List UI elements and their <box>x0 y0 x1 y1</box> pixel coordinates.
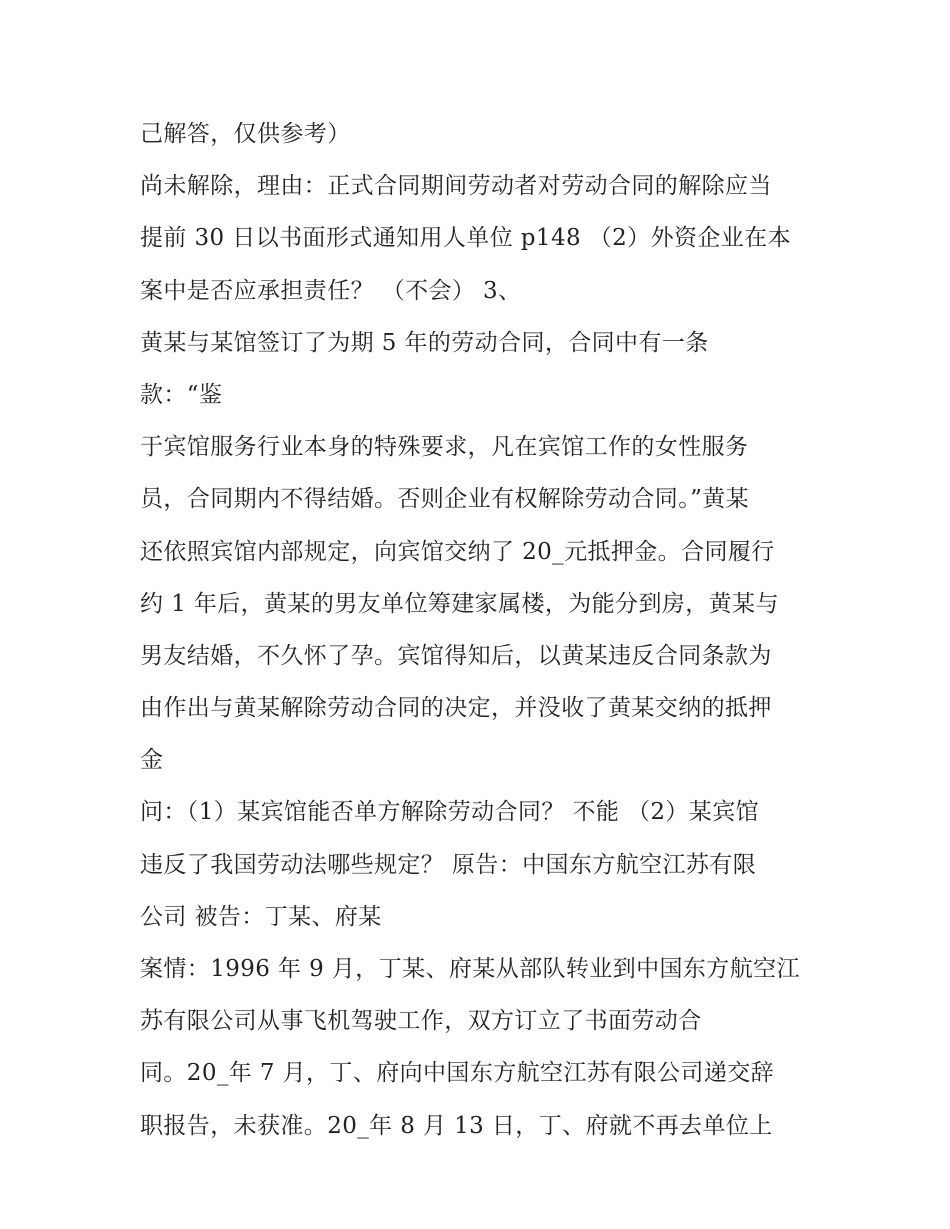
text-line: 职报告，未获准。20_年 8 月 13 日，丁、府就不再去单位上 <box>140 1112 773 1139</box>
text-line: 尚未解除，理由：正式合同期间劳动者对劳动合同的解除应当 <box>140 173 772 200</box>
text-line: 同。20_年 7 月，丁、府向中国东方航空江苏有限公司递交辞 <box>140 1060 775 1087</box>
text-line: 约 1 年后，黄某的男友单位筹建家属楼，为能分到房，黄某与 <box>140 590 779 617</box>
text-line: 问：（1）某宾馆能否单方解除劳动合同？ 不能 （2）某宾馆 <box>140 799 759 826</box>
text-line: 公司 被告：丁某、府某 <box>140 903 382 930</box>
text-line: 于宾馆服务行业本身的特殊要求，凡在宾馆工作的女性服务 <box>140 434 749 461</box>
text-line: 案中是否应承担责任？ （不会） 3、 <box>140 277 522 304</box>
text-line: 黄某与某馆签订了为期 5 年的劳动合同，合同中有一条 <box>140 329 709 356</box>
text-line: 男友结婚，不久怀了孕。宾馆得知后，以黄某违反合同条款为 <box>140 642 772 669</box>
text-line: 违反了我国劳动法哪些规定？ 原告：中国东方航空江苏有限 <box>140 851 757 878</box>
text-line: 己解答，仅供参考） <box>140 121 351 147</box>
text-line: 由作出与黄某解除劳动合同的决定，并没收了黄某交纳的抵押 <box>140 695 772 722</box>
body-text <box>140 108 830 1152</box>
text-line: 苏有限公司从事飞机驾驶工作，双方订立了书面劳动合 <box>140 1008 702 1035</box>
text-line: 金 <box>140 747 164 774</box>
text-line: 案情：1996 年 9 月，丁某、府某从部队转业到中国东方航空江 <box>140 956 800 982</box>
text-line: 员，合同期内不得结婚。否则企业有权解除劳动合同。”黄某 <box>140 486 750 513</box>
text-line: 款：“鉴 <box>140 381 223 408</box>
text-line: 还依照宾馆内部规定，向宾馆交纳了 20_元抵押金。合同履行 <box>140 538 775 565</box>
text-line: 提前 30 日以书面形式通知用人单位 p148 （2）外资企业在本 <box>140 225 791 252</box>
